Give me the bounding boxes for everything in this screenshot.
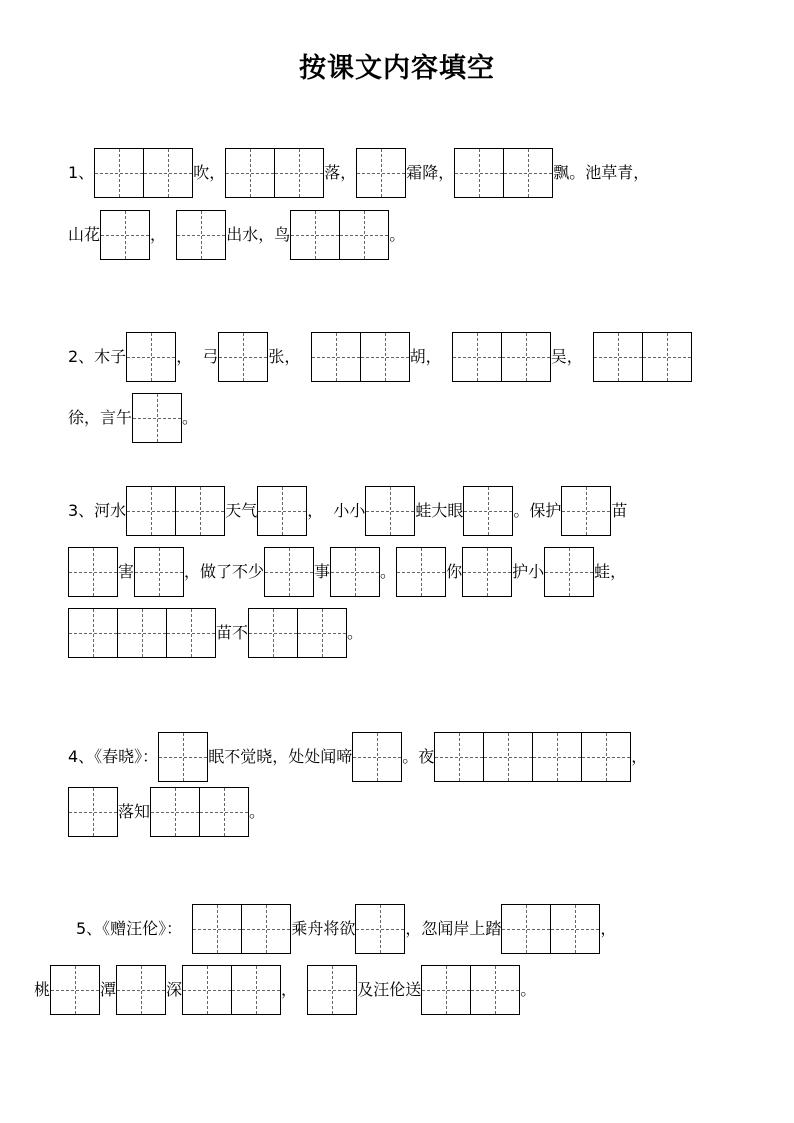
answer-grid [218,332,268,382]
line-text: 4、《春晓》： [68,747,159,766]
writing-cell[interactable] [297,608,347,658]
writing-cell[interactable] [330,547,380,597]
line-text: 护小 [512,562,545,581]
q4-line2 [68,787,265,837]
line-text: ，忽闻岸上踏 [405,919,502,938]
writing-cell[interactable] [158,732,208,782]
writing-cell[interactable] [544,547,594,597]
line-text: ， 弓 [176,347,219,366]
line-text: 事 [314,562,331,581]
line-text: 潭 [100,980,117,999]
line-text: 你 [446,562,463,581]
answer-grid [544,547,594,597]
writing-cell[interactable] [143,148,193,198]
line-text: 2、木子 [68,347,127,366]
line-text: 落知 [118,802,151,821]
writing-cell[interactable] [68,547,118,597]
q3-line3 [68,608,363,658]
writing-cell[interactable] [68,787,118,837]
line-text: 。 [380,562,397,581]
writing-cell[interactable] [355,904,405,954]
writing-cell[interactable] [225,148,275,198]
line-text: 3、河水 [68,501,127,520]
answer-grid [126,332,176,382]
writing-cell[interactable] [642,332,692,382]
writing-cell[interactable] [241,904,291,954]
answer-grid [182,965,281,1015]
answer-grid [396,547,446,597]
answer-grid [192,904,291,954]
q1-line1 [68,148,649,198]
line-text: 吴， [550,347,593,366]
answer-grid [248,608,347,658]
writing-cell[interactable] [116,965,166,1015]
q2-line2 [68,393,198,443]
answer-grid [257,486,307,536]
writing-cell[interactable] [307,965,357,1015]
line-text: 。 [249,802,266,821]
line-text: ， [600,919,617,938]
writing-cell[interactable] [470,965,520,1015]
writing-cell[interactable] [175,486,225,536]
writing-cell[interactable] [503,148,553,198]
line-text: 桃 [34,980,51,999]
line-text: 深 [166,980,183,999]
line-text: 。夜 [402,747,435,766]
writing-cell[interactable] [117,608,167,658]
q5-line2 [34,965,536,1015]
line-text: 。 [389,225,406,244]
answer-grid [501,904,600,954]
line-text: 1、 [68,163,95,182]
writing-cell[interactable] [192,904,242,954]
writing-cell[interactable] [257,486,307,536]
writing-cell[interactable] [150,787,200,837]
answer-grid [434,732,631,782]
writing-cell[interactable] [463,486,513,536]
writing-cell[interactable] [352,732,402,782]
line-text: 蛙， [594,562,627,581]
writing-cell[interactable] [126,486,176,536]
writing-cell[interactable] [396,547,446,597]
writing-cell[interactable] [501,904,551,954]
answer-grid [307,965,357,1015]
writing-cell[interactable] [274,148,324,198]
writing-cell[interactable] [68,608,118,658]
line-text: 落， [324,163,357,182]
answer-grid [463,486,513,536]
q1-line2 [68,210,405,260]
line-text: 乘舟将欲 [291,919,356,938]
line-text: 。 [182,408,199,427]
answer-grid [356,148,406,198]
writing-cell[interactable] [550,904,600,954]
answer-grid [452,332,551,382]
writing-cell[interactable] [360,332,410,382]
writing-cell[interactable] [126,332,176,382]
answer-grid [68,608,216,658]
writing-cell[interactable] [561,486,611,536]
writing-cell[interactable] [264,547,314,597]
writing-cell[interactable] [231,965,281,1015]
line-text: 害 [118,562,135,581]
answer-grid [100,210,150,260]
line-text: 飘。池草青， [553,163,650,182]
line-text: 吹， [193,163,226,182]
line-text: 蛙大眼 [415,501,464,520]
writing-cell[interactable] [94,148,144,198]
answer-grid [311,332,410,382]
q5-line1 [76,904,616,954]
line-text: ， [281,980,308,999]
line-text: 及汪伦送 [357,980,422,999]
writing-cell[interactable] [532,732,582,782]
writing-cell[interactable] [462,547,512,597]
line-text: ，做了不少 [184,562,265,581]
writing-cell[interactable] [421,965,471,1015]
writing-cell[interactable] [501,332,551,382]
writing-cell[interactable] [248,608,298,658]
line-text: 苗不 [216,623,249,642]
writing-cell[interactable] [356,148,406,198]
answer-grid [225,148,324,198]
q4-line1 [68,732,647,782]
answer-grid [68,547,118,597]
writing-cell[interactable] [50,965,100,1015]
answer-grid [158,732,208,782]
writing-cell[interactable] [218,332,268,382]
answer-grid [116,965,166,1015]
answer-grid [132,393,182,443]
writing-cell[interactable] [290,210,340,260]
writing-cell[interactable] [434,732,484,782]
line-text: 。 [347,623,364,642]
writing-cell[interactable] [581,732,631,782]
answer-grid [68,787,118,837]
answer-grid [176,210,226,260]
line-text: 霜降， [406,163,455,182]
line-text: 眠不觉晓，处处闻啼 [208,747,353,766]
q3-line1 [68,486,627,536]
line-text: ， [631,747,648,766]
answer-grid [150,787,249,837]
answer-grid [134,547,184,597]
answer-grid [94,148,193,198]
line-text: 。保护 [513,501,562,520]
writing-cell[interactable] [483,732,533,782]
q3-line2 [68,547,626,597]
writing-cell[interactable] [166,608,216,658]
line-text: 徐，言午 [68,408,133,427]
line-text: ， [150,225,177,244]
writing-cell[interactable] [339,210,389,260]
writing-cell[interactable] [199,787,249,837]
answer-grid [421,965,520,1015]
answer-grid [264,547,314,597]
writing-cell[interactable] [454,148,504,198]
writing-cell[interactable] [365,486,415,536]
answer-grid [352,732,402,782]
line-text: 5、《赠汪伦》： [76,919,193,938]
line-text: 天气 [225,501,258,520]
writing-cell[interactable] [100,210,150,260]
q2-line1 [68,332,692,382]
answer-grid [454,148,553,198]
page-title: 按课文内容填空 [299,53,495,84]
line-text: 山花 [68,225,101,244]
writing-cell[interactable] [311,332,361,382]
line-text: ， 小小 [307,501,366,520]
answer-grid [50,965,100,1015]
answer-grid [330,547,380,597]
line-text: 。 [520,980,537,999]
answer-grid [290,210,389,260]
answer-grid [126,486,225,536]
writing-cell[interactable] [182,965,232,1015]
line-text: 张， [268,347,311,366]
line-text: 胡， [409,347,452,366]
writing-cell[interactable] [134,547,184,597]
answer-grid [593,332,692,382]
writing-cell[interactable] [132,393,182,443]
answer-grid [462,547,512,597]
answer-grid [355,904,405,954]
writing-cell[interactable] [593,332,643,382]
line-text: 苗 [611,501,628,520]
answer-grid [561,486,611,536]
writing-cell[interactable] [176,210,226,260]
answer-grid [365,486,415,536]
writing-cell[interactable] [452,332,502,382]
line-text: 出水，鸟 [226,225,291,244]
